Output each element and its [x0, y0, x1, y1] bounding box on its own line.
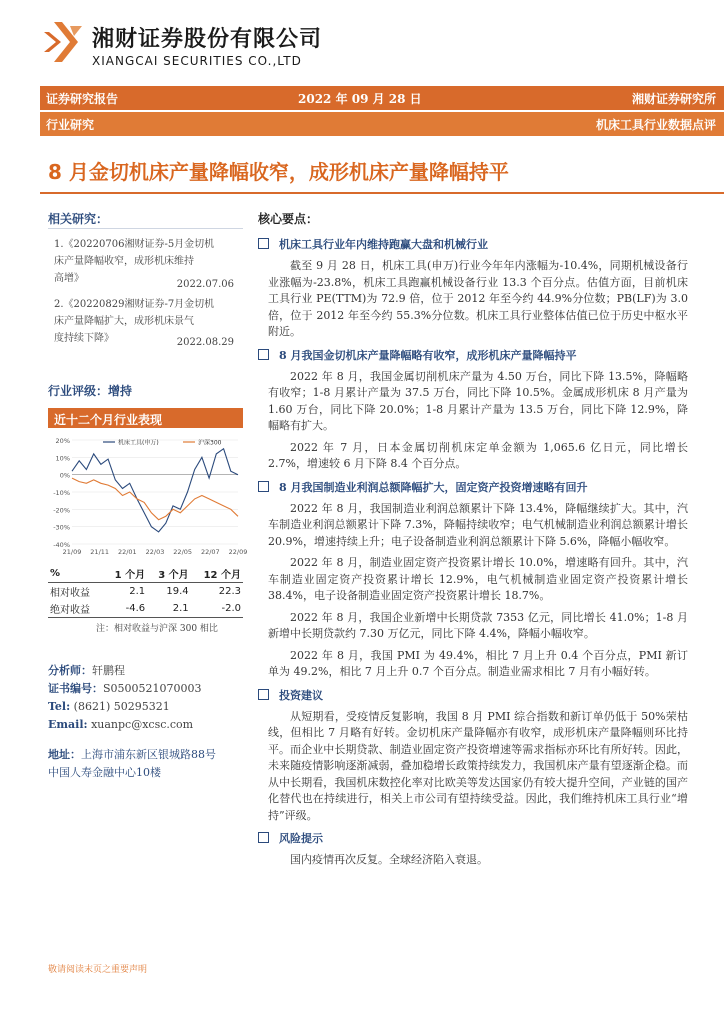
report-category: 行业研究 — [46, 118, 95, 132]
company-name-en: XIANGCAI SECURITIES CO.,LTD — [92, 54, 302, 68]
section-heading — [258, 830, 688, 846]
y-tick-label: 10% — [55, 454, 70, 463]
series-line — [72, 478, 238, 520]
section-title: 投资建议 — [279, 688, 323, 702]
table-header-cell: 12 个月 — [191, 565, 243, 583]
square-bullet-icon — [258, 689, 269, 700]
analyst-label: 分析师： — [48, 664, 92, 677]
legend-label: 机床工具(申万) — [118, 439, 159, 447]
table-cell: 2.1 — [172, 603, 189, 614]
analyst-name: 轩鹏程 — [92, 664, 125, 677]
paragraph: 2022 年 8 月，我国 PMI 为 49.4%，相比 7 月上升 0.4 个百分点，PMI 新订单为 49.2%，相比 7 月上升 0.7 个百分点。制造业需求相比 7 月有小幅好转。 — [268, 648, 688, 678]
paragraph: 国内疫情再次反复。全球经济陷入衰退。 — [290, 853, 488, 866]
performance-table — [48, 565, 243, 618]
series-line — [72, 449, 238, 532]
related-text: 床产量降幅收窄，成形机床维持 — [54, 256, 194, 267]
related-date: 2022.07.06 — [176, 279, 234, 290]
core-points-heading: 核心要点： — [258, 212, 319, 226]
industry-rating: 行业评级：增持 — [48, 384, 133, 398]
company-name-cn: 湘财证券股份有限公司 — [92, 27, 323, 52]
table-cell: -2.0 — [221, 603, 241, 614]
y-tick-label: 20% — [55, 437, 70, 445]
table-cell: 2.1 — [129, 586, 146, 597]
table-header-cell: 3 个月 — [147, 565, 191, 583]
table-header-row — [48, 565, 243, 583]
paragraph: 从短期看，受疫情反复影响，我国 8 月 PMI 综合指数和新订单仍低于 50%荣枯线，但相比 7 月略有好转。金切机床产量降幅亦有收窄，成形机床产量降幅则环比持平。而企业中长期贷款、制造业固定资产投资增速等需求指标亦环比有所好转。因此，未来随疫情影响逐渐减弱，叠加稳增长政策持续发力，我国机床产量有望逐渐企稳。而从中长期看，我国机床数控化率对比欧美等发达国家仍有较大提升空间，产业链的国产化替代也在持续进行，相关上市公司有望持续受益。因此，我们维持机床工具行业“增持”评级。 — [268, 709, 688, 822]
square-bullet-icon — [258, 349, 269, 360]
cert-number: S0500521070003 — [103, 682, 202, 695]
chart-title: 近十二个月行业表现 — [54, 413, 163, 427]
table-header-cell: 1 个月 — [104, 565, 148, 583]
paragraph: 截至 9 月 28 日，机床工具(申万)行业今年年内涨幅为-10.4%，同期机械设备行业涨幅为-23.8%，机床工具跑赢机械设备行业 13.3 个百分点。估值方面，目前机床工具行业 PE(TTM)为 72.9 倍，位于 2012 年至今约 44.9%分位数；PB(LF)为 3.0 倍，位于 2012 年至今约 55.3%分位数。机床工具行业整体估值已位于历史中枢水平附近。 — [268, 259, 688, 338]
table-cell: -4.6 — [125, 603, 146, 614]
square-bullet-icon — [258, 238, 269, 249]
related-text: 度持续下降》 — [54, 333, 114, 344]
related-date: 2022.08.29 — [176, 337, 234, 348]
header-band-bottom — [40, 112, 724, 136]
paragraph: 2022 年 8 月，我国企业新增中长期贷款 7353 亿元，同比增长 41.0%；1-8 月新增中长期贷款约 7.30 万亿元，同比下降 4.4%，降幅小幅收窄。 — [268, 610, 688, 640]
address-line: 中国人寿金融中心10楼 — [48, 766, 161, 779]
report-subject: 机床工具行业数据点评 — [595, 118, 716, 132]
performance-chart — [48, 432, 248, 562]
x-tick-label: 22/05 — [173, 548, 193, 556]
section-heading — [258, 687, 688, 703]
section-title: 风险提示 — [279, 832, 323, 845]
title-divider — [40, 192, 724, 194]
header-band-top — [40, 86, 724, 110]
paragraph: 2022 年 7 月，日本金属切削机床定单金额为 1,065.6 亿日元，同比增长 2.7%，增速较 6 月下降 8.4 个百分点。 — [268, 440, 688, 470]
y-tick-label: -10% — [53, 489, 70, 497]
report-title: 8 月金切机床产量降幅收窄，成形机床产量降幅持平 — [48, 160, 509, 184]
institute: 湘财证券研究所 — [631, 92, 716, 106]
sidebar-divider — [48, 228, 243, 229]
legend-label: 沪深300 — [198, 439, 222, 447]
company-logo — [40, 18, 88, 66]
table-row — [48, 583, 243, 601]
tel-label: Tel: — [48, 700, 71, 713]
analyst-block — [48, 662, 243, 734]
related-text: 高增》 — [54, 273, 84, 284]
address-line: 上海市浦东新区银城路88号 — [81, 748, 216, 761]
section-title: 8 月我国金切机床产量降幅略有收窄，成形机床产量降幅持平 — [279, 348, 577, 362]
y-tick-label: -20% — [53, 506, 70, 515]
related-research-label: 相关研究： — [48, 212, 109, 226]
address-block — [48, 746, 248, 782]
main-content — [258, 236, 688, 869]
y-tick-label: -40% — [53, 541, 70, 549]
table-cell: 相对收益 — [50, 588, 90, 599]
square-bullet-icon — [258, 481, 269, 492]
table-note: 注：相对收益与沪深 300 相比 — [96, 624, 218, 634]
section-title: 机床工具行业年内维持跑赢大盘和机械行业 — [279, 238, 488, 251]
y-tick-label: 0% — [59, 471, 70, 480]
cert-label: 证书编号： — [48, 682, 103, 695]
x-tick-label: 22/03 — [145, 548, 165, 556]
y-tick-label: -30% — [53, 523, 70, 532]
x-tick-label: 22/01 — [117, 548, 137, 556]
x-tick-label: 22/09 — [228, 548, 248, 556]
x-tick-label: 21/09 — [62, 548, 82, 556]
x-tick-label: 22/07 — [200, 548, 220, 556]
paragraph: 2022 年 8 月，我国制造业利润总额累计下降 13.4%，降幅继续扩大。其中，汽车制造业利润总额累计下降 7.3%，降幅持续收窄；电气机械制造业利润总额累计增长 20.9%，增速持续上升；电子设备制造业利润总额累计下降 5.6%，降幅小幅收窄。 — [268, 501, 688, 548]
section-title: 8 月我国制造业利润总额降幅扩大，固定资产投资增速略有回升 — [279, 480, 588, 494]
paragraph: 2022 年 8 月，我国金属切削机床产量为 4.50 万台，同比下降 13.5%，降幅略有收窄；1-8 月累计产量为 37.5 万台，同比下降 10.5%。金属成形机床 8 月产量为 1.60 万台，同比下降 20.0%；1-8 月累计产量为 13.5 万台，同比下降 12.9%，降幅略有扩大。 — [268, 369, 688, 432]
table-header-cell: % — [48, 565, 104, 583]
email-label: Email: — [48, 718, 88, 731]
tel-number: (8621) 50295321 — [73, 700, 170, 713]
table-cell: 绝对收益 — [50, 605, 90, 616]
paragraph: 2022 年 8 月，制造业固定资产投资累计增长 10.0%，增速略有回升。其中，汽车制造业固定资产投资累计增长 12.9%，电气机械制造业固定资产投资累计增长 38.4%，电子设备制造业固定资产投资累计增长 18.7%。 — [268, 556, 688, 602]
related-text: 床产量降幅扩大，成形机床景气 — [54, 316, 194, 327]
related-text: 2.《20220829湘财证券-7月金切机 — [54, 299, 215, 310]
footer-disclaimer: 敬请阅读末页之重要声明 — [48, 965, 148, 975]
report-date: 2022 年 09 月 28 日 — [298, 92, 422, 106]
section-heading — [258, 347, 688, 363]
related-text: 1.《20220706湘财证券-5月金切机 — [54, 239, 215, 250]
report-type: 证券研究报告 — [46, 92, 119, 106]
address-label: 地址： — [48, 748, 81, 761]
table-cell: 19.4 — [166, 586, 189, 597]
x-tick-label: 21/11 — [90, 548, 110, 556]
section-heading — [258, 479, 688, 495]
section-heading — [258, 236, 688, 252]
email-address[interactable]: xuanpc@xcsc.com — [91, 718, 194, 731]
table-row — [48, 600, 243, 618]
square-bullet-icon — [258, 832, 269, 843]
table-cell: 22.3 — [218, 586, 241, 597]
